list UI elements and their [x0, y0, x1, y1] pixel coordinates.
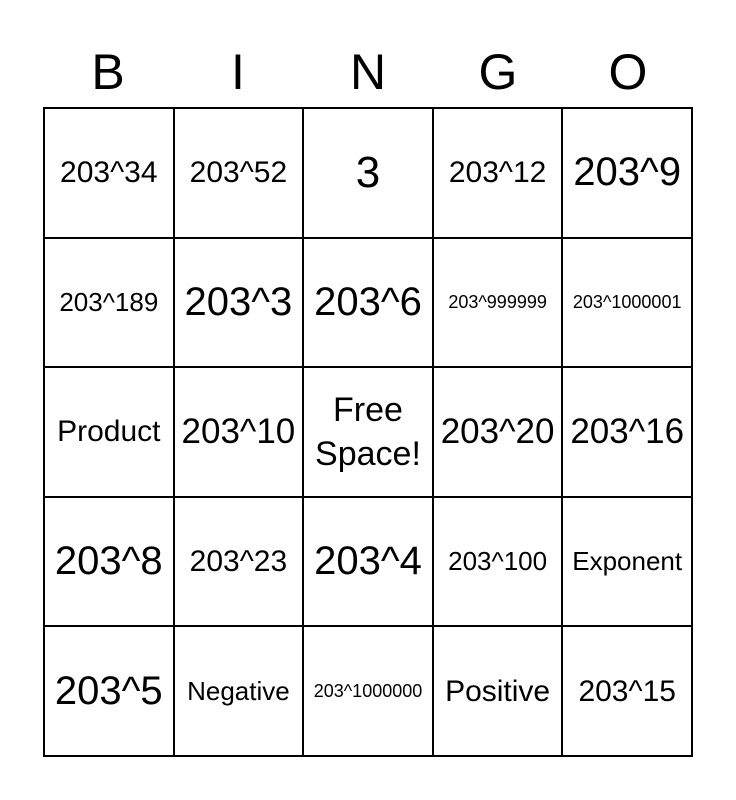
bingo-cell-r2-c4[interactable]: 203^999999	[433, 238, 563, 368]
bingo-cell-r4-c4[interactable]: 203^100	[433, 497, 563, 627]
bingo-cell-r1-c5[interactable]: 203^9	[562, 108, 692, 238]
bingo-cell-r4-c1[interactable]: 203^8	[44, 497, 174, 627]
bingo-cell-r5-c5[interactable]: 203^15	[562, 626, 692, 756]
bingo-cell-r4-c2[interactable]: 203^23	[174, 497, 304, 627]
bingo-cell-free-space[interactable]: Free Space!	[303, 367, 433, 497]
bingo-cell-r5-c4[interactable]: Positive	[433, 626, 563, 756]
bingo-cell-r3-c5[interactable]: 203^16	[562, 367, 692, 497]
bingo-cell-r1-c3[interactable]: 3	[303, 108, 433, 238]
bingo-cell-r4-c5[interactable]: Exponent	[562, 497, 692, 627]
bingo-cell-r3-c4[interactable]: 203^20	[433, 367, 563, 497]
bingo-cell-r5-c3[interactable]: 203^1000000	[303, 626, 433, 756]
bingo-card-grid	[43, 107, 693, 757]
bingo-cell-r4-c3[interactable]: 203^4	[303, 497, 433, 627]
header-letter-g: G	[478, 44, 518, 100]
bingo-cell-r1-c1[interactable]: 203^34	[44, 108, 174, 238]
bingo-cell-r2-c2[interactable]: 203^3	[174, 238, 304, 368]
header-letter-b: B	[91, 44, 125, 100]
bingo-cell-r2-c5[interactable]: 203^1000001	[562, 238, 692, 368]
bingo-cell-r2-c3[interactable]: 203^6	[303, 238, 433, 368]
bingo-cell-r1-c4[interactable]: 203^12	[433, 108, 563, 238]
bingo-cell-r2-c1[interactable]: 203^189	[44, 238, 174, 368]
header-letter-n: N	[349, 44, 387, 100]
bingo-cell-r1-c2[interactable]: 203^52	[174, 108, 304, 238]
bingo-cell-r5-c1[interactable]: 203^5	[44, 626, 174, 756]
bingo-cell-r5-c2[interactable]: Negative	[174, 626, 304, 756]
header-letter-i: I	[231, 44, 245, 100]
header-letter-o: O	[608, 44, 648, 100]
bingo-cell-r3-c2[interactable]: 203^10	[174, 367, 304, 497]
bingo-header	[43, 38, 693, 106]
bingo-cell-r3-c1[interactable]: Product	[44, 367, 174, 497]
